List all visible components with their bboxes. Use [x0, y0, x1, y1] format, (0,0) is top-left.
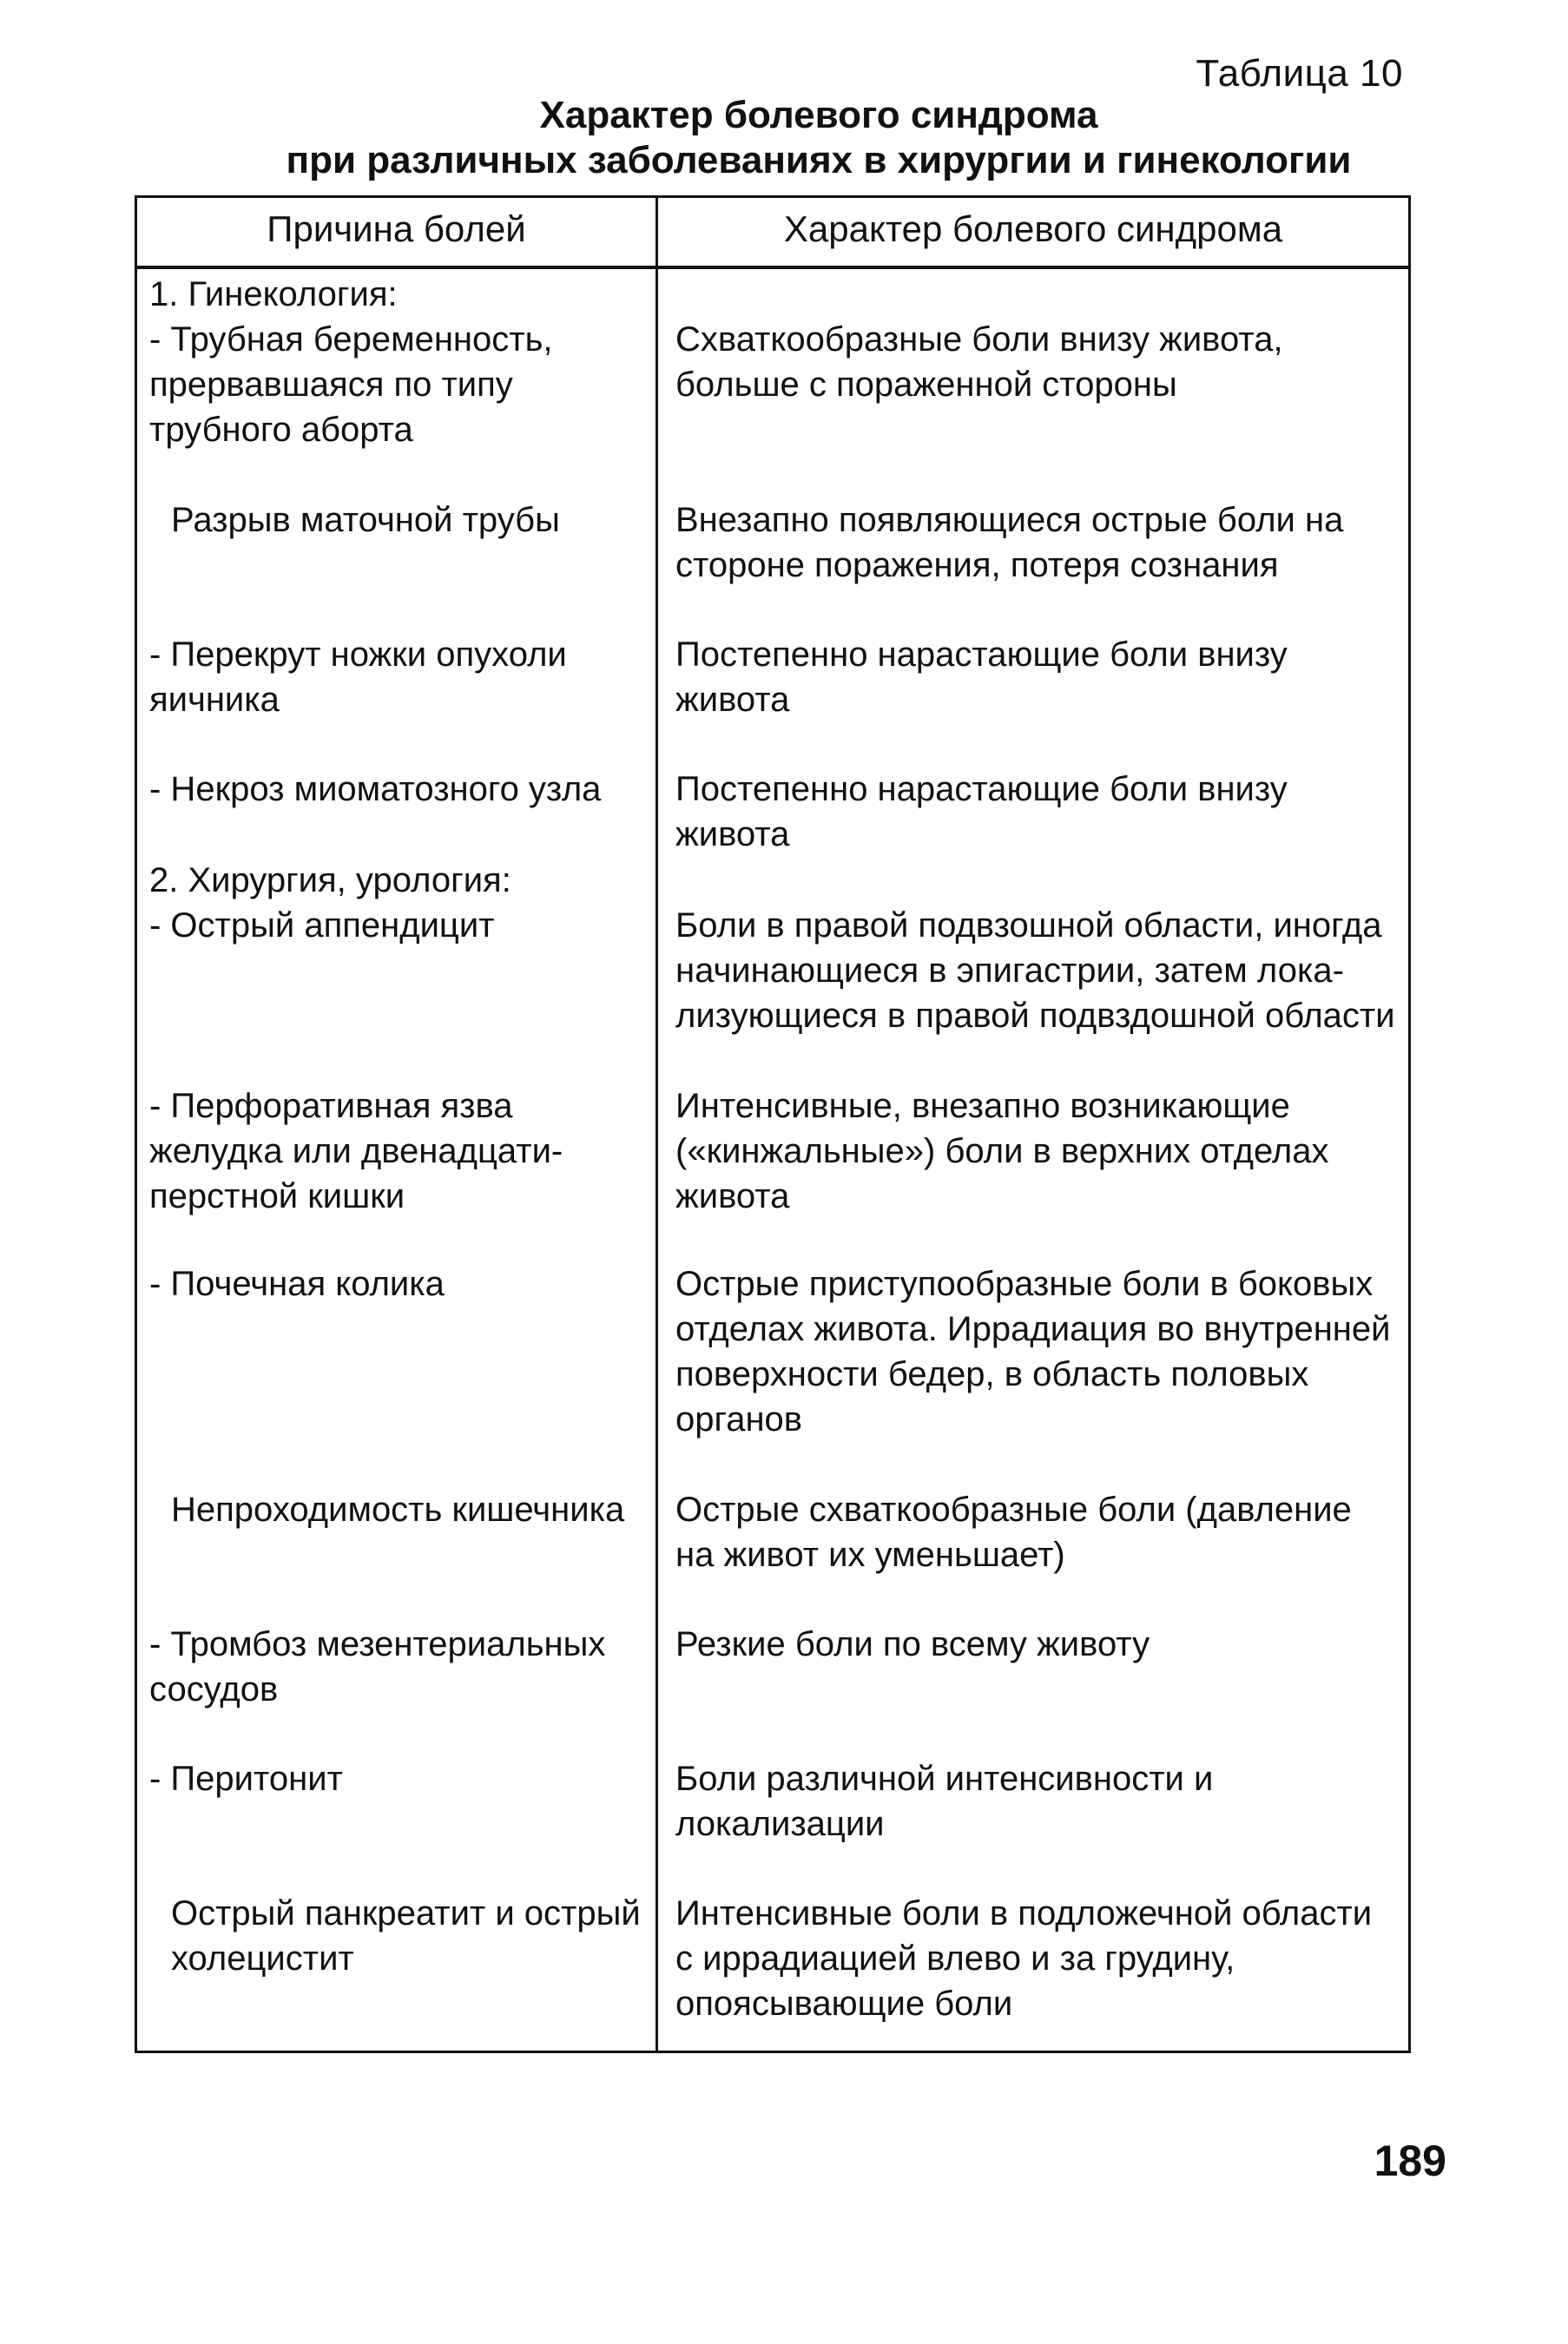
row-nature: Острые схваткообразные боли (давление на живот их уменьшает): [675, 1491, 1352, 1574]
row-nature: Постепенно нарастающие боли внизу живота: [675, 635, 1288, 719]
row-nature: Схваткообразные боли внизу живота, больше с пораженной стороны: [675, 320, 1283, 404]
row-cause: 2. Хирургия, урология: - Острый аппендицит: [149, 861, 511, 945]
row-nature: Интенсивные боли в подложечной области с иррадиацией влево и за грудину, опоясывающие боли: [675, 1894, 1373, 2023]
column-header-nature: Характер болевого синдрома: [783, 208, 1283, 249]
row-cause: - Перитонит: [149, 1760, 343, 1798]
row-cause: - Перекрут ножки опухоли яичника: [149, 635, 567, 719]
table-header: [137, 198, 1408, 269]
column-divider: [656, 198, 658, 2051]
row-cause: - Некроз миоматозного узла: [149, 770, 602, 808]
column-header-cause: Причина болей: [267, 208, 526, 249]
row-cause: - Тромбоз мезентериальных сосудов: [149, 1625, 606, 1709]
row-nature: Постепенно нарастающие боли внизу живота: [675, 770, 1288, 853]
row-cause: Разрыв маточной трубы: [171, 501, 560, 539]
row-nature: Боли в правой подвзошной области, иногда начинающиеся в эпигастрии, затем лока- лизующиеся в правой подвздошной области: [675, 906, 1395, 1035]
table-title-line-2: при различных заболеваниях в хирургии и гинекологии: [286, 139, 1352, 181]
pain-syndrome-table: [135, 195, 1411, 2053]
row-cause: 1. Гинекология: - Трубная беременность, прервавшаяся по типу трубного аборта: [149, 275, 553, 449]
row-cause: - Перфоративная язва желудка или двенадцати- перстной кишки: [149, 1087, 563, 1215]
row-nature: Боли различной интенсивности и локализации: [675, 1760, 1214, 1843]
row-nature: Внезапно появляющиеся острые боли на стороне поражения, потеря сознания: [675, 501, 1344, 584]
page-number: 189: [1374, 2137, 1446, 2185]
row-nature: Интенсивные, внезапно возникающие («кинжальные») боли в верхних отделах живота: [675, 1087, 1329, 1215]
table-number: Таблица 10: [1196, 52, 1403, 95]
row-cause: - Почечная колика: [149, 1265, 445, 1303]
row-cause: Острый панкреатит и острый холецистит: [171, 1894, 641, 1978]
row-cause: Непроходимость кишечника: [171, 1491, 625, 1529]
row-nature: Резкие боли по всему животу: [675, 1625, 1150, 1663]
table-title-line-1: Характер болевого синдрома: [539, 94, 1098, 136]
row-nature: Острые приступообразные боли в боковых отделах живота. Иррадиация во внутренней поверхности бедер, в область половых органов: [675, 1265, 1391, 1439]
